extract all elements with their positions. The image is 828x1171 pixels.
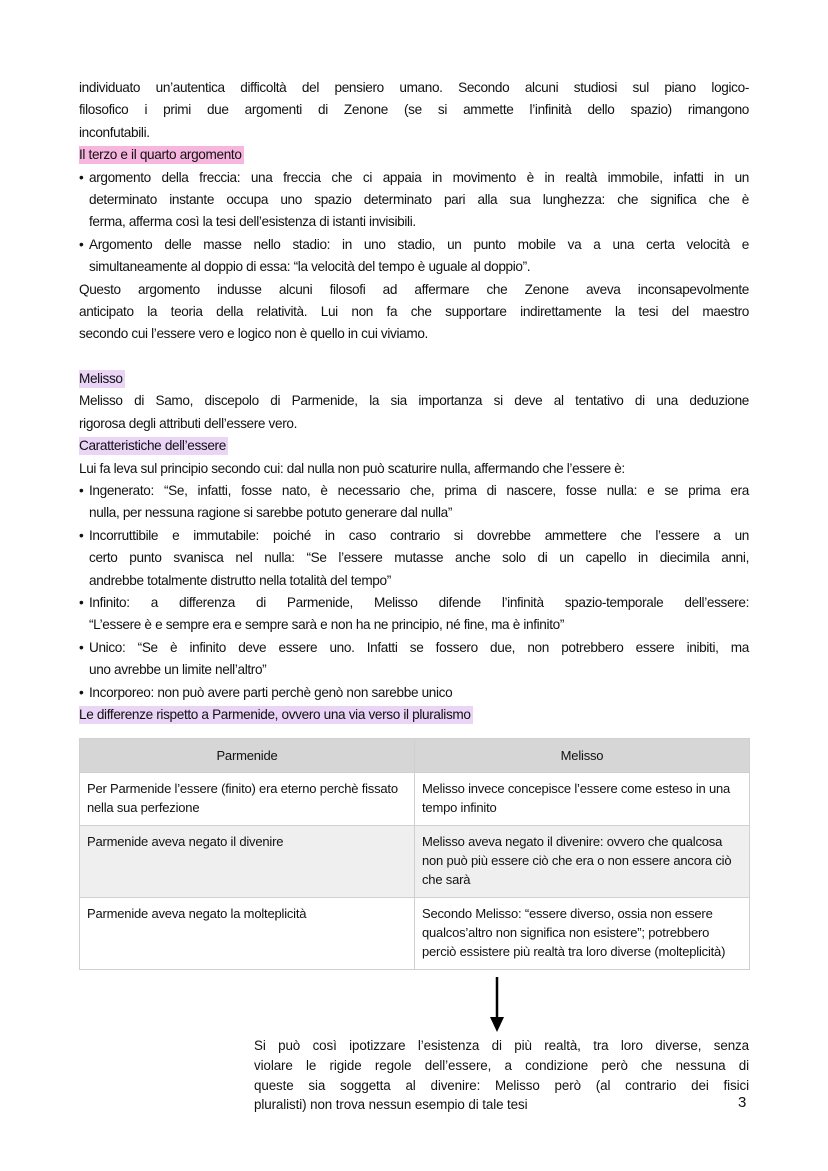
text-line: [79, 390, 749, 412]
text-line: [79, 502, 749, 524]
section-heading: [79, 368, 749, 390]
line-text: “L’essere è e sempre era e sempre sarà e non ha ne principio, né fine, ma è infinito”: [89, 617, 565, 633]
line-text: Lui fa leva sul principio secondo cui: dal nulla non può scaturire nulla, affermando che l’essere è:: [79, 460, 625, 476]
bullet-item: [79, 480, 749, 502]
conclusion-line: Si può così ipotizzare l’esistenza di più realtà, tra loro diverse, senza: [254, 1038, 749, 1053]
line-text: individuato un’autentica difficoltà del pensiero umano. Secondo alcuni studiosi sul piano logico-: [79, 80, 749, 95]
text-line: [79, 77, 749, 99]
section-heading: [79, 435, 749, 457]
text-line: [79, 301, 749, 323]
text-line: [79, 189, 749, 211]
table-row: [80, 773, 750, 826]
text-line: [79, 570, 749, 592]
line-text: simultaneamente al doppio di essa: “la velocità del tempo è uguale al doppio”.: [89, 259, 531, 275]
line-text: determinato instante occupa uno spazio determinato pari alla sua lunghezza: che significa che è: [89, 191, 749, 207]
line-text: Incorporeo: non può avere parti perchè genò non sarebbe unico: [89, 684, 453, 700]
bullet-icon: •: [79, 483, 84, 499]
text-line: [79, 279, 749, 301]
bullet-icon: •: [79, 527, 84, 543]
line-text: rigorosa degli attributi dell’essere vero.: [79, 415, 298, 431]
body-text: [79, 77, 749, 726]
line-text: Infinito: a differenza di Parmenide, Melisso difende l’infinità spazio-temporale dell’essere:: [89, 594, 749, 610]
line-text: andrebbe totalmente distrutto nella totalità del tempo”: [89, 572, 391, 588]
line-text: Questo argomento indusse alcuni filosofi ad affermare che Zenone aveva inconsapevolmente: [79, 281, 749, 297]
text-line: [79, 614, 749, 636]
line-text: Argomento delle masse nello stadio: in uno stadio, un punto mobile va a una certa velocità e: [89, 236, 749, 252]
line-text: Unico: “Se è infinito deve essere uno. Infatti se fossero due, non potrebbero essere inibiti, ma: [89, 639, 749, 655]
line-text: anticipato la teoria della relatività. Lui non fa che supportare indirettamente la tesi del maestro: [79, 303, 749, 319]
table-header-parmenide: Parmenide: [80, 739, 415, 773]
line-text: Incorruttibile e immutabile: poiché in caso contrario si dovrebbe ammettere che l’essere a un: [89, 527, 749, 543]
bullet-item: [79, 167, 749, 189]
line-text: Melisso di Samo, discepolo di Parmenide, la sia importanza si deve al tentativo di una deduzione: [79, 393, 749, 409]
bullet-item: [79, 234, 749, 256]
bullet-icon: •: [79, 639, 84, 655]
line-text: inconfutabili.: [79, 124, 150, 140]
line-text: filosofico i primi due argomenti di Zenone (se si ammette l’infinità dello spazio) rimangono: [79, 102, 749, 118]
bullet-item: [79, 525, 749, 547]
bullet-icon: •: [79, 594, 84, 610]
line-text: secondo cui l’essere vero e logico non è quello in cui viviamo.: [79, 326, 428, 342]
text-line: [79, 323, 749, 345]
text-line: [79, 256, 749, 278]
page-number: 3: [738, 1094, 747, 1111]
conclusion-line: queste sia soggetta al divenire: Melisso però (al contrario dei fisici: [254, 1077, 749, 1093]
bullet-item: [79, 682, 749, 704]
line-text: Ingenerato: “Se, infatti, fosse nato, è necessario che, prima di nascere, fosse nulla: e se prima era: [89, 483, 749, 499]
table-cell: Parmenide aveva negato il divenire: [80, 826, 415, 898]
bullet-icon: •: [79, 169, 84, 185]
line-text: ferma, afferma così la tesi dell’esistenza di istanti invisibili.: [89, 214, 416, 230]
text-line: [79, 346, 749, 368]
conclusion-line: violare le rigide regole dell’essere, a condizione però che nessuna di: [254, 1057, 749, 1073]
text-line: [79, 99, 749, 121]
table-row: [80, 898, 750, 970]
section-heading: [79, 144, 749, 166]
text-line: [79, 211, 749, 233]
table-header-melisso: Melisso: [415, 739, 750, 773]
conclusion-line: pluralisti) non trova nessun esempio di tale tesi: [254, 1097, 528, 1113]
table-cell: Melisso aveva negato il divenire: ovvero che qualcosa non può più essere ciò che era o non essere ancora ciò che sarà: [415, 826, 750, 898]
bullet-icon: •: [79, 684, 84, 700]
bullet-item: [79, 637, 749, 659]
table-cell: Per Parmenide l’essere (finito) era eterno perchè fissato nella sua perfezione: [80, 773, 415, 826]
line-text: argomento della freccia: una freccia che ci appaia in movimento è in realtà immobile, infatti in un: [89, 169, 749, 185]
text-line: [79, 413, 749, 435]
table-cell: Parmenide aveva negato la molteplicità: [80, 898, 415, 970]
bullet-item: [79, 592, 749, 614]
line-text: certo punto svanisca nel nulla: “Se l’essere mutasse anche solo di un capello in diecimila anni,: [89, 550, 749, 566]
text-line: [79, 547, 749, 569]
arrow-down-icon: [490, 977, 504, 1033]
bullet-icon: •: [79, 236, 84, 252]
conclusion-paragraph: [254, 1036, 749, 1115]
line-text: Caratteristiche dell’essere: [79, 438, 226, 454]
line-text: Melisso: [79, 371, 123, 387]
section-heading: [79, 704, 749, 726]
line-text: nulla, per nessuna ragione si sarebbe potuto generare dal nulla”: [89, 505, 453, 521]
table-cell: Melisso invece concepisce l’essere come esteso in una tempo infinito: [415, 773, 750, 826]
table-row: [80, 826, 750, 898]
line-text: Le differenze rispetto a Parmenide, ovvero una via verso il pluralismo: [79, 706, 471, 722]
line-text: uno avrebbe un limite nell’altro”: [89, 662, 267, 678]
text-line: [79, 122, 749, 144]
line-text: Il terzo e il quarto argomento: [79, 147, 242, 163]
table-cell: Secondo Melisso: “essere diverso, ossia non essere qualcos’altro non significa non esistere”; potrebbero perciò essistere più realtà tra loro diverse (molteplicità): [415, 898, 750, 970]
text-line: [79, 659, 749, 681]
comparison-table: [79, 738, 750, 970]
text-line: [79, 458, 749, 480]
